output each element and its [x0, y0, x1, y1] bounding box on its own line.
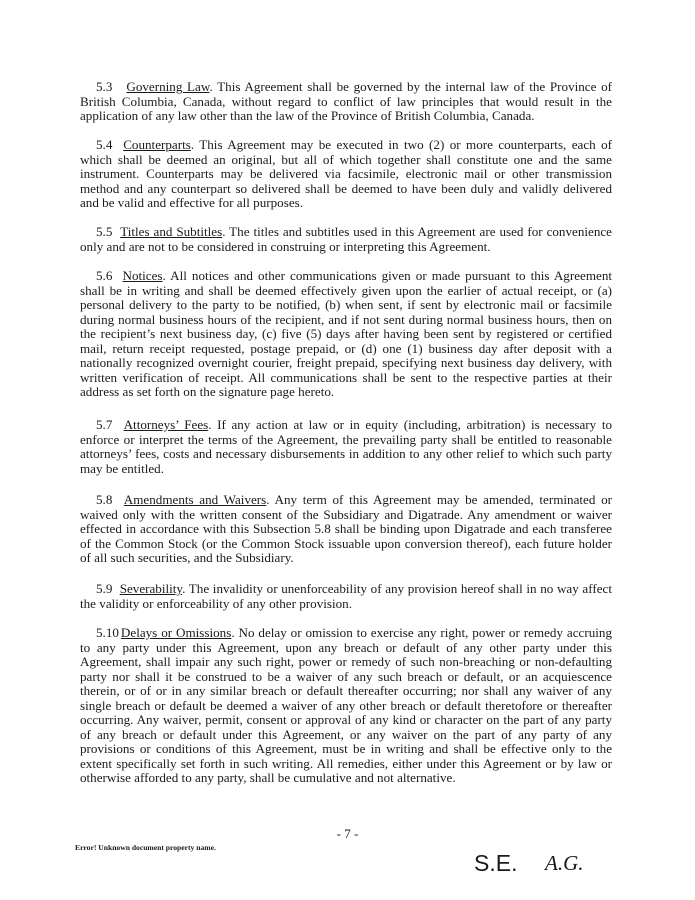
section-heading: Amendments and Waivers [123, 492, 267, 507]
section-5-6 [80, 269, 612, 400]
section-5-7 [80, 418, 612, 476]
section-number: 5.10 [96, 625, 119, 640]
section-5-10 [80, 626, 612, 786]
section-heading: Counterparts [123, 137, 191, 152]
section-text: . Any term of this Agreement may be amended, terminated or waived only with the written consent of the Subsidiary and Digatrade. Any amendment or waiver effected in accordance with this Subsection 5.8 shall be binding upon Digatrade and each transferee of the Common Stock (or the Common Stock issuable upon conversion thereof), each future holder of all such securities, and the Subsidiary. [80, 492, 612, 565]
section-5-4 [80, 138, 612, 211]
section-number: 5.3 [96, 79, 113, 94]
section-text: . This Agreement may be executed in two (2) or more counterparts, each of which shall be deemed an original, but all of which together shall constitute one and the same instrument. Counterparts may be delivered via facsimile, electronic mail or other transmission method and any counterpart so delivered shall be deemed to have been duly and validly delivered and be valid and effective for all purposes. [80, 137, 613, 210]
footer-note: Error! Unknown document property name. [75, 843, 216, 852]
section-text: . The titles and subtitles used in this Agreement are used for convenience only and are not to be considered in construing or interpreting this Agreement. [80, 224, 612, 254]
section-heading: Severability [119, 581, 183, 596]
section-number: 5.5 [96, 224, 113, 239]
section-5-5 [80, 225, 612, 254]
section-number: 5.7 [96, 417, 113, 432]
section-5-9 [80, 582, 612, 611]
section-number: 5.6 [96, 268, 113, 283]
section-heading: Delays or Omissions [120, 625, 232, 640]
section-heading: Notices [122, 268, 163, 283]
page-number: - 7 - [336, 826, 359, 841]
section-text: . The invalidity or unenforceability of any provision hereof shall in no way affect the validity or enforceability of any other provision. [80, 581, 612, 611]
section-heading: Attorneys’ Fees [123, 417, 209, 432]
section-text: . This Agreement shall be governed by the internal law of the Province of British Columbia, Canada, without regard to conflict of law principles that would result in the application of any law other than the law of the Province of British Columbia, Canada. [80, 79, 612, 123]
section-text: . If any action at law or in equity (including, arbitration) is necessary to enforce or interpret the terms of the Agreement, the prevailing party shall be entitled to reasonable attorneys’ fees, costs and necessary disbursements in addition to any other relief to which such party may be entitled. [80, 417, 612, 476]
section-5-3 [80, 80, 612, 124]
section-number: 5.8 [96, 492, 113, 507]
section-number: 5.9 [96, 581, 113, 596]
initials-second: A.G. [545, 851, 584, 875]
section-number: 5.4 [96, 137, 113, 152]
section-heading: Governing Law [126, 79, 210, 94]
initials-first: S.E. [474, 850, 518, 876]
section-text: . All notices and other communications given or made pursuant to this Agreement shall be in writing and shall be deemed effectively given upon the earlier of actual receipt, or (a) personal delivery to the party to be notified, (b) when sent, if sent by electronic mail or facsimile during normal business hours of the recipient, and if not sent during normal business hours, then on the recipient’s next business day, (c) five (5) days after having been sent by registered or certified mail, return receipt requested, postage prepaid, or (d) one (1) business day after deposit with a nationally recognized overnight courier, freight prepaid, specifying next business day delivery, with written verification of receipt. All communications shall be sent to the respective parties at their address as set forth on the signature page hereto. [80, 268, 612, 399]
section-text: . No delay or omission to exercise any right, power or remedy accruing to any party under this Agreement, upon any breach or default of any other party under this Agreement, shall impair any such right, power or remedy of such non-breaching or non-defaulting party nor shall it be construed to be a waiver of any such breach or default, or an acquiescence therein, or of or in any similar breach or default thereafter occurring; nor shall any waiver of any single breach or default be deemed a waiver of any other breach or default theretofore or thereafter occurring. Any waiver, permit, consent or approval of any kind or character on the part of any party of any breach or default under this Agreement, or any waiver on the part of any party of any provisions or conditions of this Agreement, must be in writing and shall be effective only to the extent specifically set forth in such writing. All remedies, either under this Agreement or by law or otherwise afforded to any party, shall be cumulative and not alternative. [80, 625, 612, 785]
section-5-8 [80, 493, 612, 566]
section-heading: Titles and Subtitles [120, 224, 223, 239]
